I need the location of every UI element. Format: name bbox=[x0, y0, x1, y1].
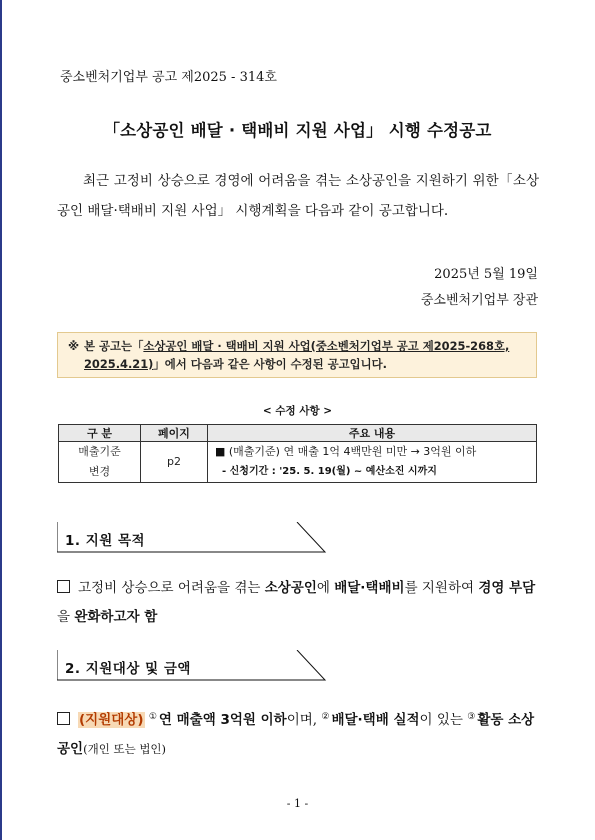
item-text: 를 지원하여 bbox=[404, 580, 479, 596]
revision-main-line: ■ (매출기준) 연 매출 1억 4백만원 미만 → 3억원 이하 bbox=[215, 445, 477, 458]
section-2-heading bbox=[57, 650, 327, 681]
circled-number: ② bbox=[321, 712, 330, 722]
notice-date: 2025년 5월 19일 bbox=[434, 267, 538, 282]
section-2-title: 2. 지원대상 및 금액 bbox=[65, 661, 191, 677]
note-underlined-reference: 소상공인 배달 · 택배비 지원 사업(중소벤처기업부 공고 제2025-268호, 2025.4.21) bbox=[84, 339, 510, 371]
category-text: 매출기준 변경 bbox=[78, 445, 121, 478]
section-1-heading bbox=[57, 522, 327, 553]
item-bold-text: 소상공인 bbox=[264, 580, 317, 596]
item-bold-text: 배달·택배비 bbox=[334, 580, 405, 596]
item-text: 을 bbox=[57, 609, 75, 625]
cell-page: p2 bbox=[141, 442, 208, 483]
circled-number: ① bbox=[148, 712, 157, 722]
item-bold-text: 연 매출액 3억원 이하 bbox=[158, 712, 287, 728]
section-1-title: 1. 지원 목적 bbox=[65, 533, 146, 549]
circled-number: ③ bbox=[467, 712, 476, 722]
section-1-item bbox=[57, 574, 539, 632]
checkbox-square-icon bbox=[57, 580, 70, 593]
notice-number: 중소벤처기업부 공고 제2025 - 314호 bbox=[60, 70, 277, 85]
page-number: - 1 - bbox=[286, 797, 309, 810]
note-text-part2: 」에서 다음과 같은 사항이 수정된 공고입니다. bbox=[153, 357, 387, 371]
item-text: 고정비 상승으로 어려움을 겪는 bbox=[78, 580, 265, 596]
cell-main-content bbox=[208, 442, 537, 483]
header-page: 페이지 bbox=[141, 425, 208, 442]
intro-paragraph: 최근 고정비 상승으로 경영에 어려움을 겪는 소상공인을 지원하기 위한「소상공인 배달·택배비 지원 사업」 시행계획을 다음과 같이 공고합니다. bbox=[57, 173, 539, 219]
revision-note-box bbox=[57, 332, 537, 378]
header-main-content: 주요 내용 bbox=[208, 425, 537, 442]
note-text-part1: 본 공고는「 bbox=[84, 339, 144, 353]
item-text: 에 bbox=[316, 580, 335, 596]
table-row bbox=[59, 442, 537, 483]
reference-mark: ※ bbox=[68, 339, 80, 353]
checkbox-square-icon bbox=[57, 712, 70, 725]
item-text: 이며, bbox=[286, 712, 322, 728]
item-bold-text: 배달·택배 실적 bbox=[331, 712, 420, 728]
item-text: 이 있는 bbox=[419, 712, 468, 728]
header-category: 구 분 bbox=[59, 425, 141, 442]
table-caption: < 수정 사항 > bbox=[262, 405, 333, 417]
notice-signer: 중소벤처기업부 장관 bbox=[420, 293, 538, 308]
target-tag: (지원대상) bbox=[79, 712, 144, 728]
application-period-line: - 신청기간 : '25. 5. 19(월) ~ 예산소진 시까지 bbox=[222, 466, 437, 477]
cell-category bbox=[59, 442, 141, 483]
document-title: 「소상공인 배달 · 택배비 지원 사업」 시행 수정공고 bbox=[103, 121, 492, 140]
revision-table bbox=[58, 424, 537, 483]
item-bold-text: 경영 부담 bbox=[478, 580, 536, 596]
item-bold-text: 완화하고자 함 bbox=[74, 609, 158, 625]
table-header-row bbox=[59, 425, 537, 442]
item-bold-text: 활동 소상공인 bbox=[57, 712, 535, 757]
item-text: (개인 또는 법인) bbox=[83, 742, 167, 756]
section-2-item bbox=[57, 703, 539, 764]
